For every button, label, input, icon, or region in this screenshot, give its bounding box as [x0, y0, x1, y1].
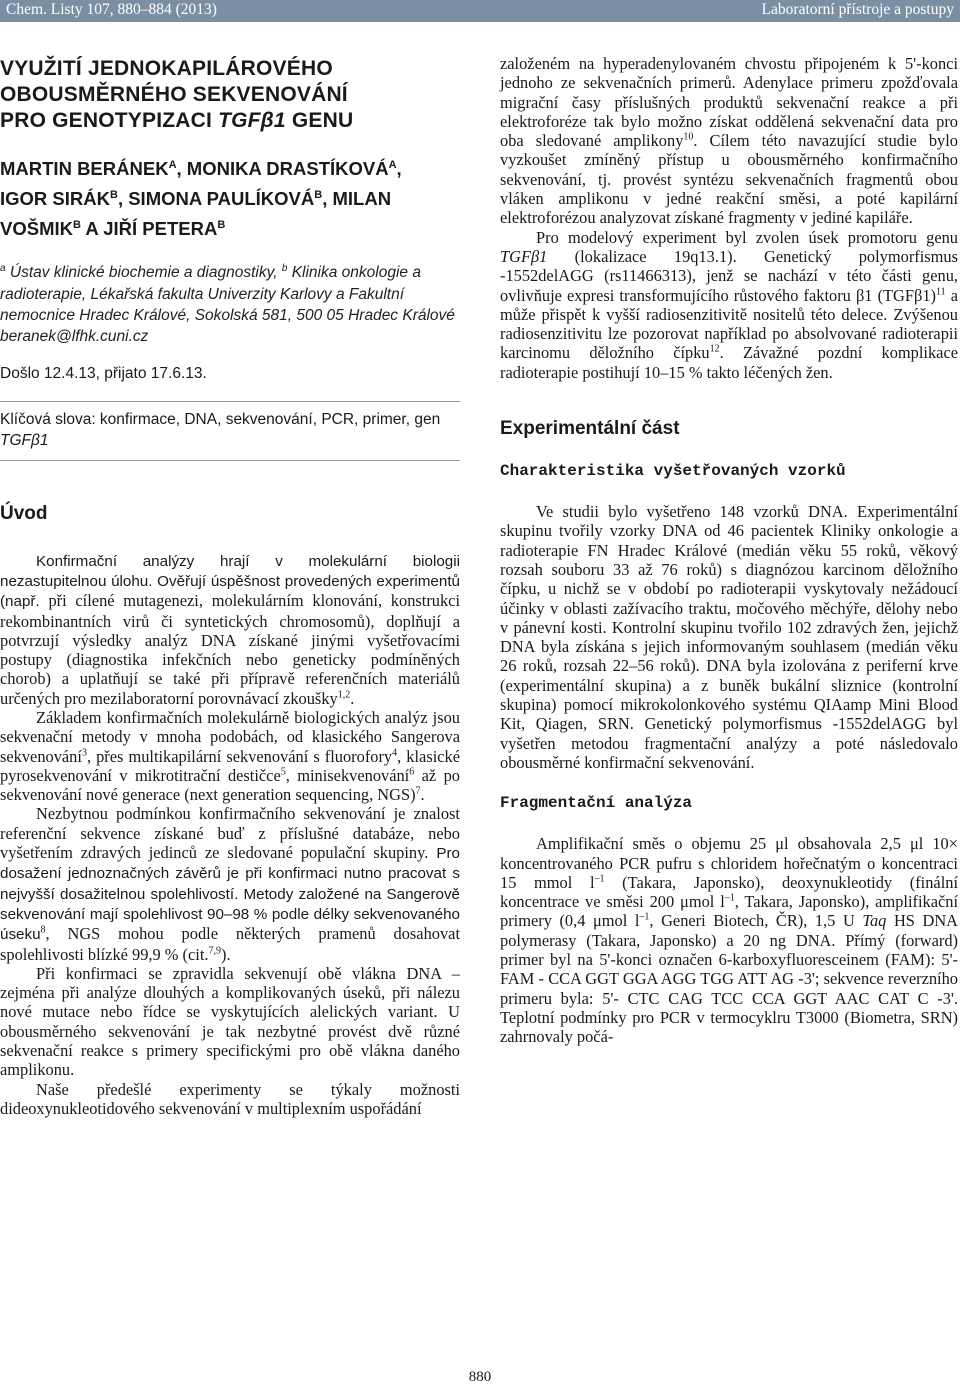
fragment-analysis-paragraph — [500, 834, 958, 1046]
intro-p2-ref-1: 3 — [81, 747, 87, 759]
intro-p2-f: . — [420, 785, 425, 805]
frag-p-c: , Takara, Japonsko), amplifikační primery (0,4 μmol l — [500, 892, 958, 931]
article-title — [0, 56, 460, 134]
intro-paragraph-4: Při konfirmaci se zpravidla sekvenují obě vlákna DNA – zejména při analýze dlouhých a komplikovaných úseků, při nálezu nové mutace nebo řídce se vyskytujících alelických variant. U obousměrného sekvenování je tak nezbytné provést dvě různé sekvenační reakce s primery specifickými pro obě vlákna daného amplikonu. — [0, 963, 460, 1080]
author-4-sup: B — [314, 189, 323, 202]
title-line-3 — [0, 108, 460, 134]
keywords-text: Klíčová slova: konfirmace, DNA, sekvenování, PCR, primer, gen — [0, 410, 441, 428]
intro-p2-ref-5: 7 — [415, 785, 421, 797]
frag-p-sup-3: –1 — [639, 911, 650, 923]
author-2: MONIKA DRASTÍKOVÁ — [186, 158, 389, 180]
intro-p1-ref: 1,2 — [337, 689, 351, 701]
right-p2-c: a může přispět k vyšší radiosenzitivitě nositelů této delece. Zvýšenou radiosenzitivitu lze pozorovat například po absolvované radioterapii karcinomu děložního čípku — [500, 285, 959, 363]
frag-p-taq: Taq — [862, 911, 887, 931]
right-column — [500, 48, 958, 1046]
author-5: MILAN VOŠMIK — [0, 188, 392, 240]
intro-p2-ref-3: 5 — [280, 766, 286, 778]
intro-heading: Úvod — [0, 502, 48, 524]
right-p2-b: (lokalizace 19q13.1). Genetický polymorfismus -1552delAGG (rs11466313), jenž se nachází v této části genu, ovlivňuje expresi transformujícího růstového faktoru β1 (TGFβ1) — [500, 246, 958, 305]
intro-p2-a: Základem konfirmačních molekulárně biologických analýz jsou sekvenační metody v mnoha podobách, od klasického Sangerova sekvenování — [0, 708, 460, 766]
title-gene: TGFβ1 — [218, 109, 286, 132]
frag-p-sup-2: –1 — [724, 892, 735, 904]
samples-subheading: Charakteristika vyšetřovaných vzorků — [500, 462, 846, 481]
right-p2-ref-2: 12 — [709, 343, 720, 355]
right-p1-b: . Cílem této navazující studie bylo vyzkoušet zmíněný přístup u obousměrného konfirmačního sekvenování, tj. provést syntézu sekvenačních fragmentů obou vláken amplikonu v jedné reakční směsi, a poté kapilární elektroforézou analyzovat získané fragmenty v jediné kapiláře. — [500, 131, 958, 228]
intro-paragraph-3 — [0, 804, 460, 963]
author-6: JIŘÍ PETERA — [103, 218, 218, 240]
affiliation — [0, 258, 460, 346]
journal-citation: Chem. Listy 107, 880–884 (2013) — [6, 1, 217, 18]
right-p1-a: založeném na hyperadenylovaném chvostu připojeném k 5'-konci jednoho ze sekvenačních primerů. Adenylace primeru zpožďovala migrační časy příslušných produktů sekvenační reakce a při elektroforéze tak bylo možno získat oddělená sekvenační data pro oba sledované amplikony — [500, 54, 958, 151]
author-email[interactable]: beranek@lfhk.cuni.cz — [0, 327, 149, 345]
samples-paragraph: Ve studii bylo vyšetřeno 148 vzorků DNA. Experimentální skupinu tvořily vzorky DNA od 46 pacientek Kliniky onkologie a radioterapie FN Hradec Králové (medián věku 55 roků, věkový rozsah souboru 33 až 76 roků) s diagnózou karcinom děložního čípku, u nichž se v období po radioterapii vyskytovaly nežádoucí účinky v oblasti zažívacího traktu, močového měchýře, dělohy nebo v pánevní kosti. Kontrolní skupinu tvořilo 102 zdravých žen, jejichž DNA byla získána s jejich informovaným souhlasem (medián věku 26 roků, rozsah 22–56 roků). DNA byla izolována z periferní krve (experimentální skupina) a z buněk bukální sliznice (kontrolní skupina) pomocí mikrokolonkového systému QIAamp Mini Blood Kit, Qiagen, SRN. Genetický polymorfismus -1552delAGG byl vyšetřen metodou fragmentační analýzy a poté následovalo obousměrné konfirmační sekvenování. — [500, 502, 958, 772]
intro-paragraph-1 — [0, 551, 460, 708]
intro-p3-b: , NGS mohou podle některých pramenů dosahovat spolehlivosti blízké 99,9 % (cit. — [0, 924, 460, 964]
author-list: MARTIN $BERÁNEK^A$, MONIKA $DRASTÍKOVÁ^A$, IGOR $SIRÁK^B$, SIMONA $PAULÍKOVÁ^B$, MILAN $VOŠMIK^B$ A JIŘÍ $PETERA^B$ — [0, 158, 402, 240]
keywords-bottom-rule — [0, 460, 460, 461]
intro-p3-a: Nezbytnou podmínkou konfirmačního sekvenování je znalost referenční sekvence získané buď z příslušné databáze, nebo vyšetřením zdravých jedinců ze sledované populační skupiny. — [0, 804, 460, 863]
author-1: MARTIN BERÁNEK — [0, 158, 169, 180]
right-p2-a: Pro modelový experiment byl zvolen úsek promotoru genu — [536, 227, 958, 247]
experimental-heading: Experimentální část — [500, 418, 680, 440]
title-line-3-prefix: PRO GENOTYPIZACI — [0, 109, 219, 132]
intro-p2-e: až po sekvenování nové generace (next generation sequencing, NGS) — [0, 765, 460, 805]
right-paragraph-1 — [500, 54, 958, 228]
frag-p-d: , Generi Biotech, ČR), 1,5 U — [649, 911, 863, 931]
author-4: SIMONA PAULÍKOVÁ — [128, 188, 315, 210]
intro-p3-ref-2: 7,9 — [208, 945, 221, 957]
author-3: IGOR SIRÁK — [0, 188, 110, 210]
page-number: 880 — [468, 1369, 492, 1385]
intro-p1-rest: při cílené mutagenezi, molekulárním klonování, konstrukci rekombinantních virů či syntetických chromosomů), doplňují a potvrzují výsledky analýz DNA získané jinými vyšetřovacími postupy (diagnostika infekčních nebo geneticky podmíněných chorob) a uplatňují se také při přípravě referenčních materiálů určených pro mezilaboratorní porovnávací zkoušky — [0, 591, 460, 708]
intro-paragraph-2 — [0, 708, 460, 804]
keywords-gene: TGFβ1 — [0, 431, 49, 449]
frag-p-sup-1: –1 — [594, 873, 605, 885]
right-paragraph-2 — [500, 228, 958, 382]
author-2-sup: A — [388, 159, 397, 171]
intro-p3-c: ). — [221, 944, 231, 964]
keywords — [0, 402, 460, 460]
intro-p1-sans: Konfirmační analýzy hrají v molekulární biologii nezastupitelnou úlohu. Ověřují úspěšnost provedených experimentů (např. — [0, 552, 460, 611]
right-p2-ref-1: 11 — [936, 286, 946, 298]
right-p1-ref: 10 — [683, 131, 694, 143]
title-line-2: OBOUSMĚRNÉHO SEKVENOVÁNÍ — [0, 83, 348, 106]
intro-p1-end: . — [350, 688, 355, 708]
author-1-sup: A — [168, 159, 177, 171]
journal-section: Laboratorní přístroje a postupy — [761, 1, 954, 18]
frag-p-e: HS DNA polymerasy (Takara, Japonsko) a 20 ng DNA. Přímý (forward) primer byl na 5'-konci označen 6-karboxyfluoresceinem (FAM): 5'- FAM - CCA GGT GGA AGG TGG ATT AG -3'; sekvence reverzního primeru byla: 5'- CTC CAG TCC CCA GGT AAC CAT C -3'. Teplotní podmínky pro PCR v termocyklru T3000 (Biometra, SRN) zahrnovaly počá- — [500, 911, 959, 1047]
intro-p2-ref-4: 6 — [409, 766, 415, 778]
fragment-analysis-subheading: Fragmentační analýza — [500, 794, 693, 813]
affil-part-b: Klinika onkologie a radioterapie, Lékařská fakulta Univerzity Karlovy a Fakultní nemocnice Hradec Králové, Sokolská 581, 500 05 Hradec Králové — [0, 264, 455, 324]
intro-p2-d: , minisekvenování — [285, 765, 410, 785]
frag-p-a: Amplifikační směs o objemu 25 μl obsahovala 2,5 μl 10× koncentrovaného PCR pufru s chloridem hořečnatým o koncentraci 15 mmol l — [500, 834, 958, 892]
affil-part-a: Ústav klinické biochemie a diagnostiky, — [5, 264, 282, 282]
title-line-1: VYUŽITÍ JEDNOKAPILÁROVÉHO — [0, 57, 333, 80]
intro-p3-sans: Pro dosažení jednoznačných závěrů je při konfirmaci nutno pracovat s nejvyšší dosažitelnou spolehlivostí. Metody založené na Sangerově sekvenování mají spolehlivost 90–98 % podle délky sekvenovaného úseku — [0, 845, 461, 944]
title-line-3-suffix: GENU — [285, 109, 354, 132]
intro-body — [0, 551, 460, 1119]
journal-header — [0, 0, 960, 22]
affil-sup-a: a — [0, 263, 6, 275]
author-5-sup: B — [72, 219, 81, 232]
intro-p2-ref-2: 4 — [392, 747, 398, 759]
right-body-top — [500, 54, 958, 382]
frag-p-b: (Takara, Japonsko), deoxynukleotidy (finální koncentrace ve směsi 200 μmol l — [500, 872, 959, 912]
affil-sup-b: b — [281, 263, 288, 275]
author-3-sup: B — [109, 189, 118, 202]
intro-paragraph-5: Naše předešlé experimenty se týkaly možnosti dideoxynukleotidového sekvenování v multiplexním uspořádání — [0, 1079, 460, 1118]
intro-p2-c: , klasické pyrosekvenování v mikrotitrační destičce — [0, 746, 460, 785]
right-p2-d: . Závažné pozdní komplikace radioterapie postihují 10–15 % takto léčených žen. — [500, 343, 959, 382]
right-p2-gene: TGFβ1 — [500, 246, 548, 266]
intro-p2-b: , přes multikapilární sekvenování s fluorofory — [86, 746, 393, 766]
intro-p3-ref-1: 8 — [40, 924, 46, 936]
author-6-sup: B — [217, 219, 226, 232]
left-column — [0, 48, 460, 1118]
received-accepted-dates: Došlo 12.4.13, přijato 17.6.13. — [0, 364, 207, 382]
